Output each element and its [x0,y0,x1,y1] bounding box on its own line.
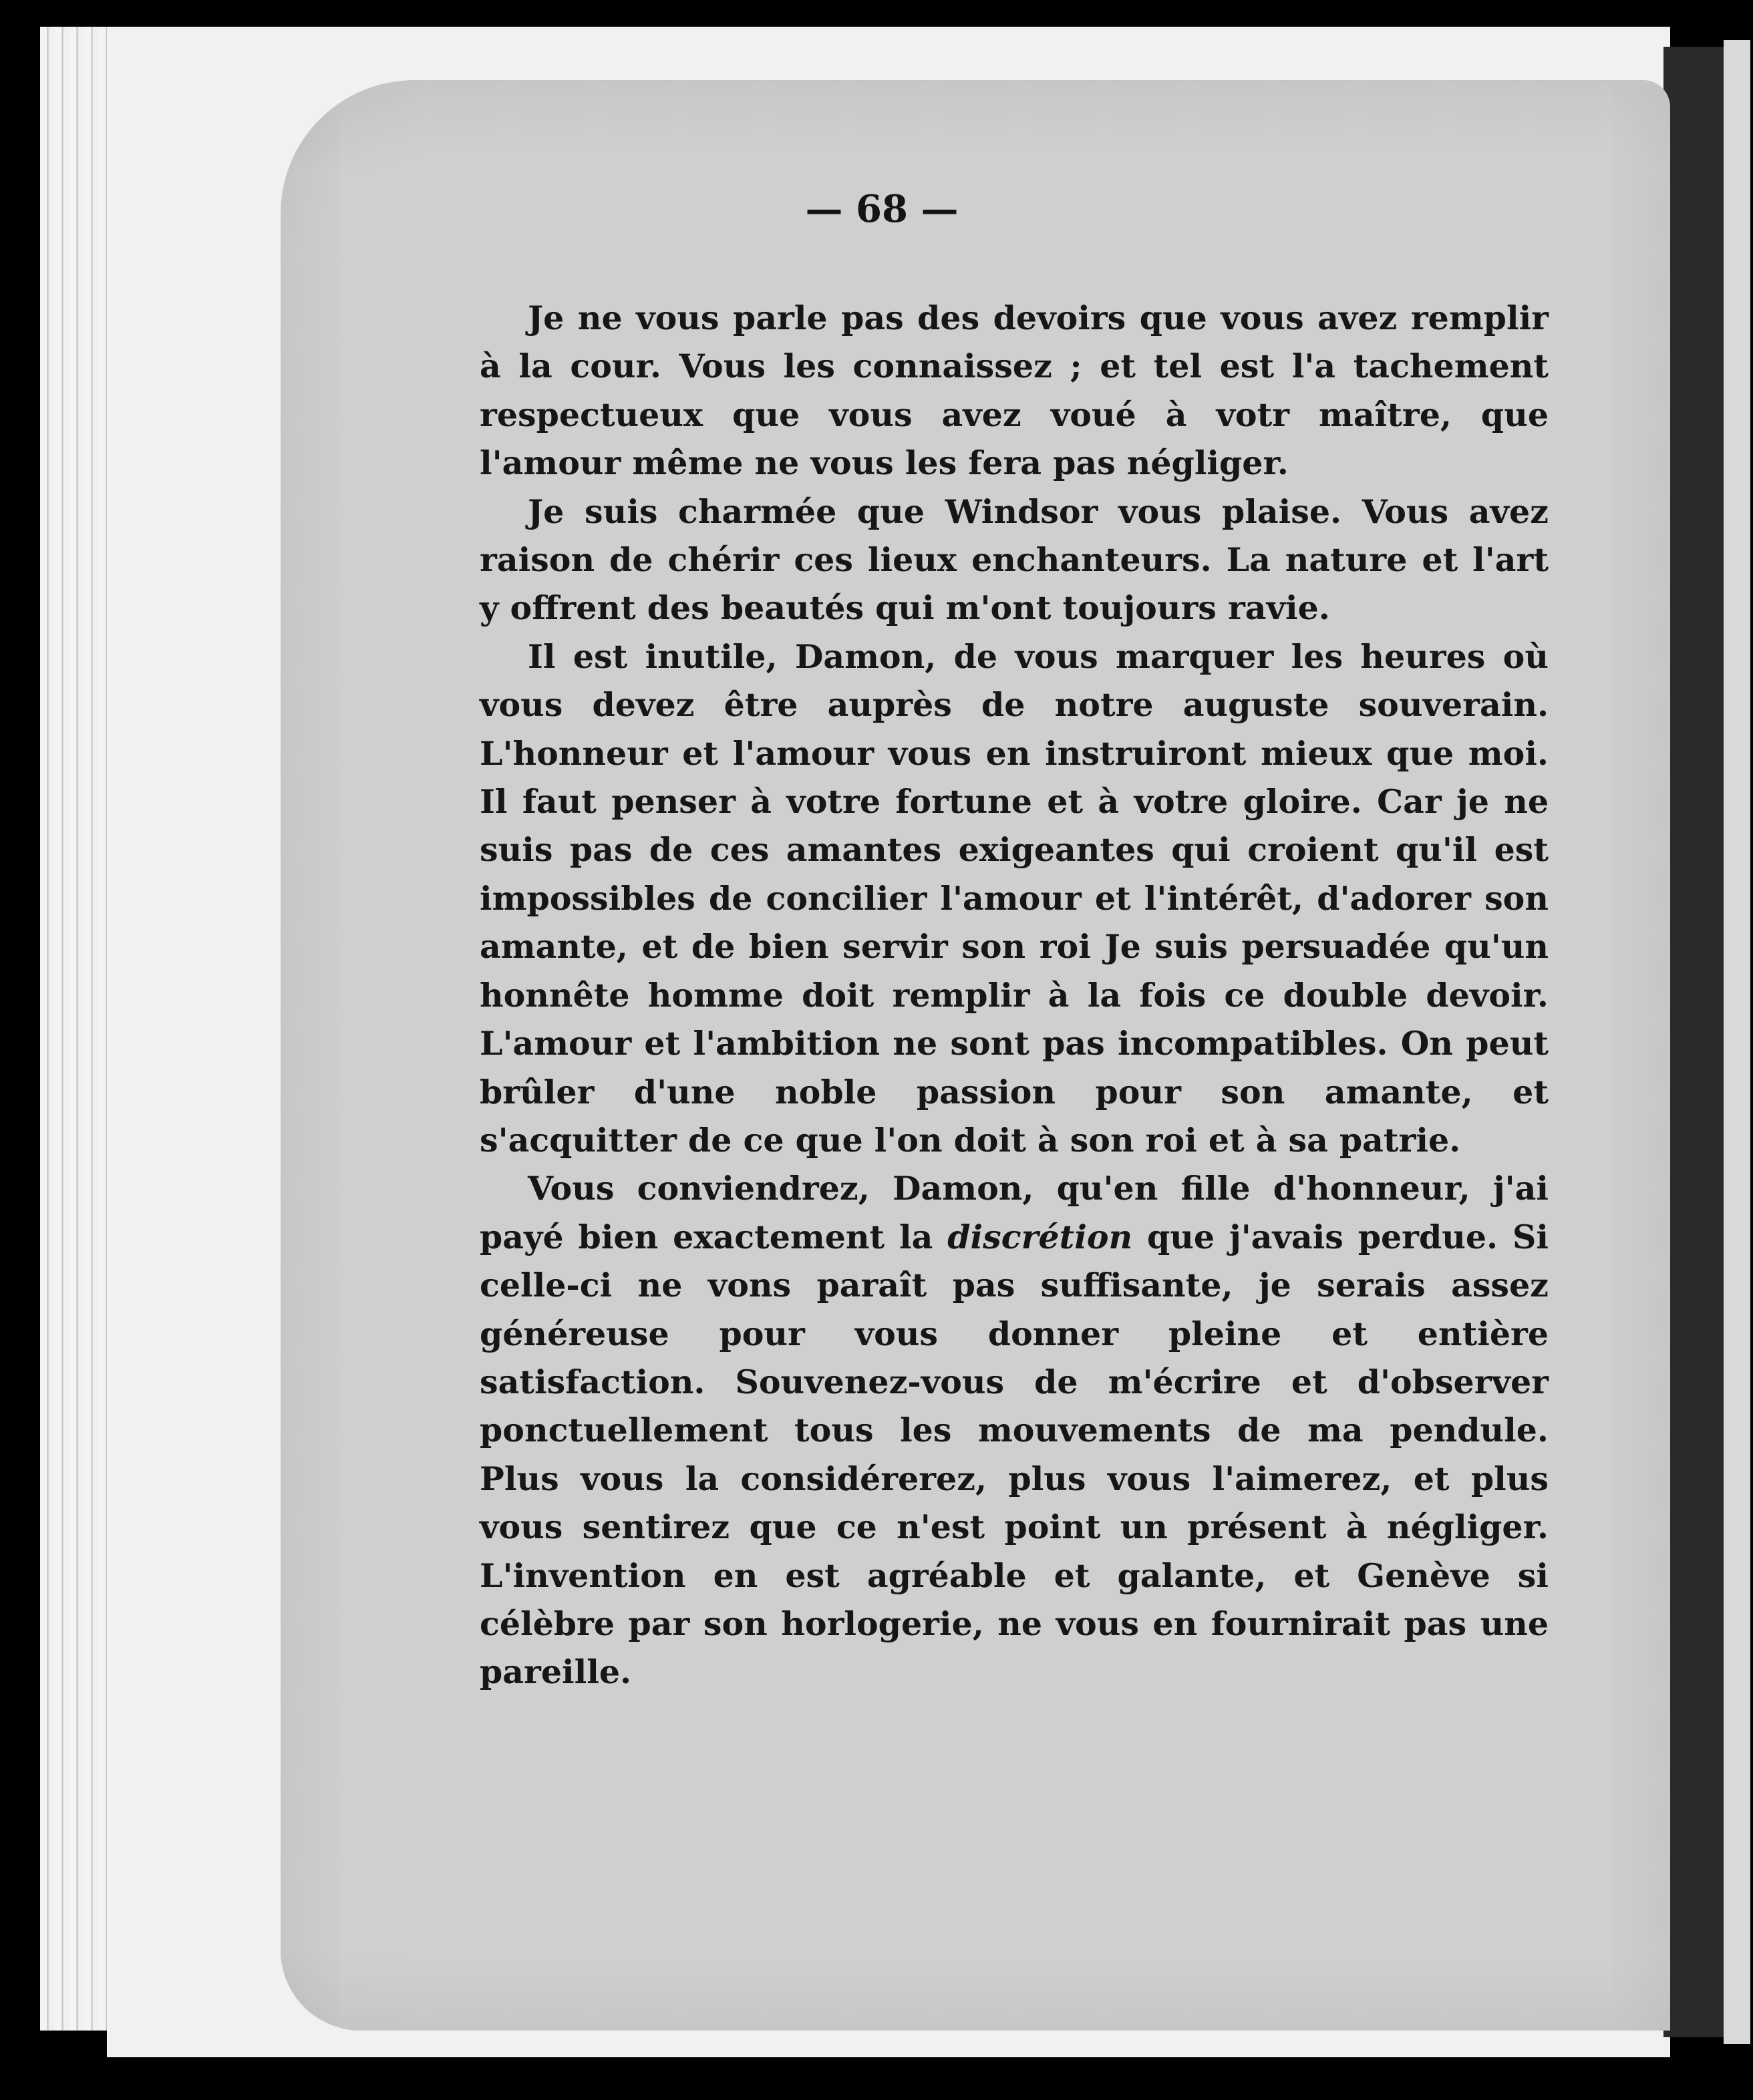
body-text [480,294,1549,1697]
paragraph-4-after: que j'avais perdue. Si celle-ci ne vons paraît pas suffisante, je serais assez généreuse pour vous donner pleine et entière satisfaction. Souvenez-vous de m'écrire et d'observer ponctuellement tous les mouvements de ma pendule. Plus vous la considérerez, plus vous l'aimerez, et plus vous sentirez que ce n'est point un présent à négliger. L'invention en est agréable et galante, et Genève si célèbre par son horlogerie, ne vous en fournirait pas une pareille. [480,1217,1549,1692]
paragraph-1: Je ne vous parle pas des devoirs que vous avez remplir à la cour. Vous les connaissez ; et tel est l'a tachement respectueux que vous avez voué à votr maître, que l'amour même ne vous les fera pas négliger. [480,299,1549,483]
paragraph-4 [480,1164,1549,1696]
paragraph-4-before: Vous conviendrez, Damon, qu'en fille d'honneur, j'ai payé bien exactement la [480,1169,1549,1256]
page-number: — 68 — [805,187,959,231]
binding-gutter [1663,47,1724,2037]
paragraph-3: Il est inutile, Damon, de vous marquer les heures où vous devez être auprès de notre auguste souverain. L'honneur et l'amour vous en instruiront mieux que moi. Il faut penser à votre fortune et à votre gloire. Car je ne suis pas de ces amantes exigeantes qui croient qu'il est impossibles de concilier l'amour et l'intérêt, d'adorer son amante, et de bien servir son roi Je suis persuadée qu'un honnête homme doit remplir à la fois ce double devoir. L'amour et l'ambition ne sont pas incompatibles. On peut brûler d'une noble passion pour son amante, et s'acquitter de ce que l'on doit à son roi et à sa patrie. [480,637,1549,1160]
facing-page-edge [1724,40,1750,2044]
paragraph-4-italic: discrétion [947,1217,1133,1256]
paragraph-2: Je suis charmée que Windsor vous plaise. Vous avez raison de chérir ces lieux enchanteurs. La nature et l'art y offrent des beautés qui m'ont toujours ravie. [480,492,1549,628]
